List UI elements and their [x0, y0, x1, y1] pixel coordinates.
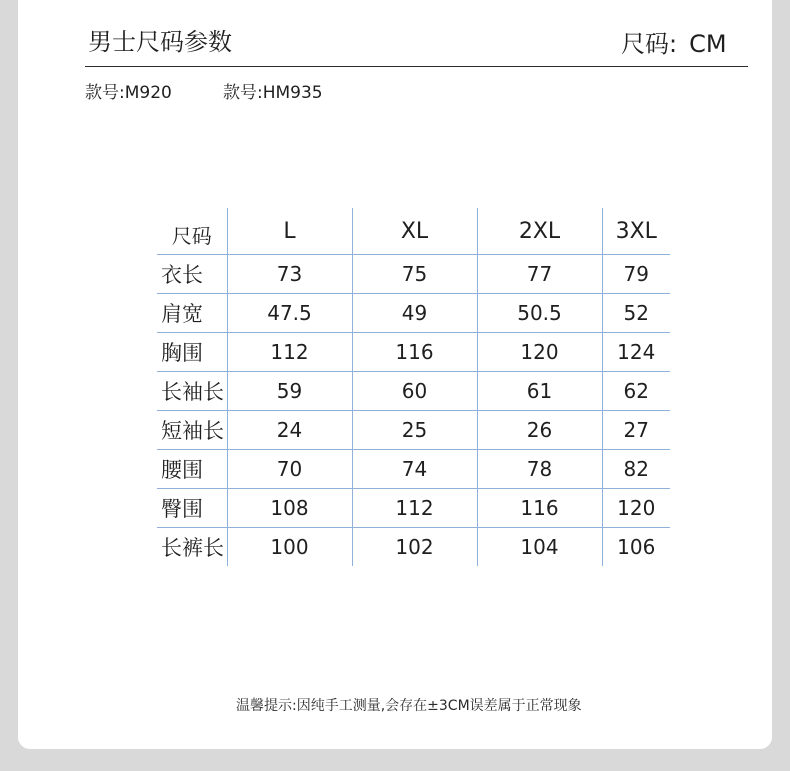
table-cell: 26	[477, 411, 602, 450]
row-label: 胸围	[157, 333, 227, 372]
table-cell: 47.5	[227, 294, 352, 333]
table-row	[157, 372, 670, 411]
model-number-hm935: 款号:HM935	[223, 83, 323, 103]
table-cell: 73	[227, 255, 352, 294]
table-row	[157, 450, 670, 489]
header-divider	[85, 66, 748, 67]
table-cell: 112	[352, 489, 477, 528]
table-cell: 52	[602, 294, 670, 333]
row-label: 衣长	[157, 255, 227, 294]
table-cell: 116	[477, 489, 602, 528]
table-cell: 61	[477, 372, 602, 411]
table-cell: 62	[602, 372, 670, 411]
unit-label: 尺码:	[621, 30, 678, 58]
table-row	[157, 255, 670, 294]
row-label: 肩宽	[157, 294, 227, 333]
unit-indicator	[621, 24, 727, 59]
table-cell: 104	[477, 528, 602, 567]
table-cell: 106	[602, 528, 670, 567]
table-cell: 116	[352, 333, 477, 372]
table-cell: 50.5	[477, 294, 602, 333]
table-cell: 120	[477, 333, 602, 372]
table-cell: 75	[352, 255, 477, 294]
table-cell: 79	[602, 255, 670, 294]
table-cell: 78	[477, 450, 602, 489]
table-row	[157, 489, 670, 528]
row-label: 长袖长	[157, 372, 227, 411]
table-cell: 112	[227, 333, 352, 372]
header-cell-l: L	[227, 208, 352, 255]
table-cell: 77	[477, 255, 602, 294]
table-cell: 74	[352, 450, 477, 489]
table-cell: 120	[602, 489, 670, 528]
table-cell: 100	[227, 528, 352, 567]
header-cell-xl: XL	[352, 208, 477, 255]
size-chart-card	[18, 0, 772, 749]
model-number-m920: 款号:M920	[85, 83, 172, 103]
header-cell-3xl: 3XL	[602, 208, 670, 255]
header-cell-2xl: 2XL	[477, 208, 602, 255]
measurement-notice: 温馨提示:因纯手工测量,会存在±3CM误差属于正常现象	[236, 698, 582, 714]
table-cell: 49	[352, 294, 477, 333]
table-cell: 70	[227, 450, 352, 489]
table-cell: 24	[227, 411, 352, 450]
table-row	[157, 294, 670, 333]
table-cell: 60	[352, 372, 477, 411]
table-row	[157, 528, 670, 567]
row-label: 长裤长	[161, 536, 224, 560]
table-cell: 27	[602, 411, 670, 450]
table-cell: 59	[227, 372, 352, 411]
row-label: 臀围	[157, 489, 227, 528]
header-cell-size: 尺码	[157, 208, 227, 255]
table-cell: 82	[602, 450, 670, 489]
table-cell: 108	[227, 489, 352, 528]
table-cell: 124	[602, 333, 670, 372]
page-title: 男士尺码参数	[88, 28, 232, 56]
table-row	[157, 333, 670, 372]
table-row	[157, 411, 670, 450]
table-cell: 102	[352, 528, 477, 567]
row-label: 腰围	[157, 450, 227, 489]
unit-value: CM	[689, 30, 727, 58]
row-label: 短袖长	[157, 411, 227, 450]
size-table	[157, 208, 670, 566]
table-cell: 25	[352, 411, 477, 450]
table-header-row	[157, 208, 670, 255]
